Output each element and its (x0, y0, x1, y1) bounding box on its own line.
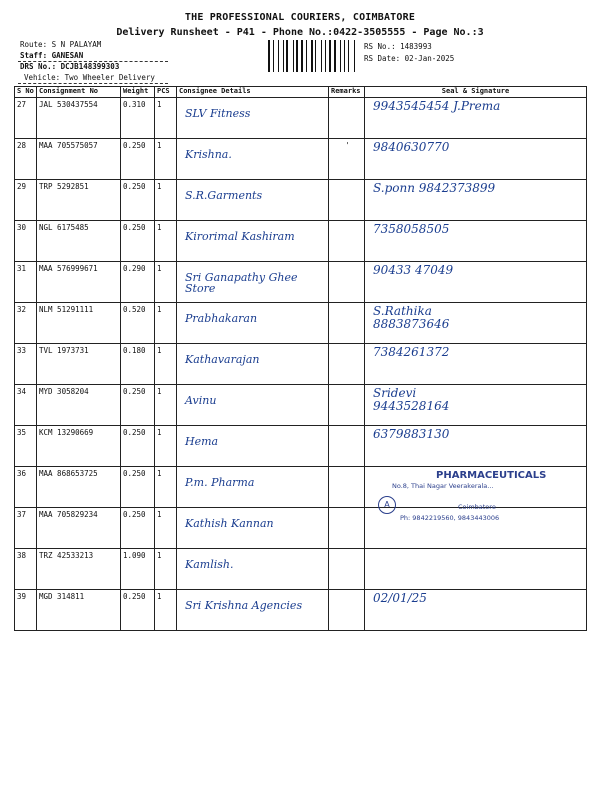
row-sno: 33 (17, 346, 27, 355)
row-remark: ' (345, 141, 350, 150)
row-signature: Sridevi (373, 386, 417, 400)
table-row (15, 180, 587, 221)
table-row (15, 221, 587, 262)
row-sno: 35 (17, 428, 27, 437)
row-consignment-no: MYD 3058204 (39, 387, 89, 396)
table-row (15, 303, 587, 344)
row-consignment-no: MAA 705575057 (39, 141, 98, 150)
column-header-remarks: Remarks (329, 87, 365, 98)
row-consignment-no: MAA 705829234 (39, 510, 98, 519)
row-consignee: Kirorimal Kashiram (185, 230, 295, 243)
row-consignee: SLV Fitness (185, 107, 251, 120)
stamp-address: No.8, Thai Nagar Veerakerala... (392, 482, 494, 490)
row-weight: 0.180 (123, 346, 146, 355)
row-pcs: 1 (157, 387, 162, 396)
row-sno: 39 (17, 592, 27, 601)
row-sno: 36 (17, 469, 27, 478)
stamp-phone: Ph: 9842219560, 9843443006 (400, 514, 500, 522)
row-consignee: Hema (185, 435, 219, 448)
row-signature: S.ponn 9842373899 (373, 181, 496, 195)
stamp-logo-icon: A (378, 496, 396, 514)
vehicle-label: Vehicle: Two Wheeler Delivery (24, 73, 155, 82)
row-sno: 29 (17, 182, 27, 191)
row-consignee: S.R.Garments (185, 189, 263, 202)
table-row (15, 262, 587, 303)
row-pcs: 1 (157, 264, 162, 273)
row-weight: 0.250 (123, 182, 146, 191)
row-consignment-no: MGD 314811 (39, 592, 85, 601)
stamp-city: Coimbatore (458, 503, 496, 511)
row-consignment-no: NGL 6175485 (39, 223, 89, 232)
row-consignee: Avinu (185, 394, 217, 407)
column-header-consignee: Consignee Details (177, 87, 329, 98)
row-pcs: 1 (157, 469, 162, 478)
stamp-name: PHARMACEUTICALS (436, 470, 547, 481)
row-sno: 34 (17, 387, 27, 396)
row-consignee: Kamlish. (185, 558, 234, 571)
row-pcs: 1 (157, 141, 162, 150)
row-consignee: Kathavarajan (185, 353, 260, 366)
row-pcs: 1 (157, 223, 162, 232)
row-signature-phone: 9443528164 (373, 399, 450, 413)
row-consignee: Krishna. (185, 148, 232, 161)
document-title: THE PROFESSIONAL COURIERS, COIMBATORE (184, 12, 416, 23)
table-header-row (15, 87, 587, 98)
staff-label: Staff: GANESAN (20, 51, 84, 60)
row-weight: 0.250 (123, 510, 146, 519)
rs-date: RS Date: 02-Jan-2025 (364, 54, 455, 63)
row-weight: 0.310 (123, 100, 146, 109)
barcode-icon (268, 40, 358, 72)
row-sno: 37 (17, 510, 27, 519)
row-weight: 0.250 (123, 469, 146, 478)
row-pcs: 1 (157, 182, 162, 191)
table-row (15, 590, 587, 631)
row-signature: 9943545454 J.Prema (373, 99, 501, 113)
column-header-pcs: PCS (155, 87, 177, 98)
row-pcs: 1 (157, 510, 162, 519)
row-consignment-no: TRP 5292851 (39, 182, 89, 191)
row-signature-phone: 9840630770 (373, 140, 450, 154)
row-consignee: Sri Krishna Agencies (185, 599, 303, 612)
row-signature-phone: 90433 47049 (373, 263, 454, 277)
divider (18, 83, 168, 84)
column-header-sno: S No (15, 87, 37, 98)
row-pcs: 1 (157, 592, 162, 601)
table-row (15, 426, 587, 467)
column-header-consignment: Consignment No (37, 87, 121, 98)
row-signature-phone: 6379883130 (373, 427, 450, 441)
row-consignment-no: MAA 576999671 (39, 264, 98, 273)
row-signature-phone: 02/01/25 (373, 591, 427, 605)
row-consignment-no: NLM 51291111 (39, 305, 94, 314)
row-consignee: Kathish Kannan (185, 517, 274, 530)
row-pcs: 1 (157, 551, 162, 560)
row-sno: 28 (17, 141, 27, 150)
table-row (15, 98, 587, 139)
row-weight: 0.250 (123, 223, 146, 232)
row-pcs: 1 (157, 305, 162, 314)
row-signature-phone: 7358058505 (373, 222, 450, 236)
row-weight: 0.250 (123, 141, 146, 150)
rs-number: RS No.: 1483993 (364, 42, 432, 51)
table-row (15, 344, 587, 385)
row-weight: 0.290 (123, 264, 146, 273)
row-consignment-no: JAL 530437554 (39, 100, 98, 109)
table-row (15, 385, 587, 426)
row-pcs: 1 (157, 346, 162, 355)
row-sno: 27 (17, 100, 27, 109)
table-row (15, 139, 587, 180)
row-consignment-no: KCM 13290669 (39, 428, 94, 437)
column-header-seal: Seal & Signature (365, 87, 587, 98)
row-consignment-no: TVL 1973731 (39, 346, 89, 355)
row-sno: 30 (17, 223, 27, 232)
column-header-weight: Weight (121, 87, 155, 98)
row-sno: 32 (17, 305, 27, 314)
row-weight: 0.520 (123, 305, 146, 314)
row-weight: 0.250 (123, 592, 146, 601)
row-pcs: 1 (157, 100, 162, 109)
row-weight: 0.250 (123, 428, 146, 437)
row-weight: 1.090 (123, 551, 146, 560)
row-signature-phone: 7384261372 (373, 345, 450, 359)
pharmacy-stamp (378, 470, 568, 534)
row-consignee: P.m. Pharma (185, 476, 255, 489)
row-consignee: Prabhakaran (185, 312, 258, 325)
row-pcs: 1 (157, 428, 162, 437)
row-weight: 0.250 (123, 387, 146, 396)
row-consignee: Sri Ganapathy Ghee Store (185, 271, 298, 295)
route-label: Route: S N PALAYAM (20, 40, 102, 49)
document-subtitle: Delivery Runsheet - P41 - Phone No.:0422-3505555 - Page No.:3 (116, 27, 484, 38)
row-signature-phone: 8883873646 (373, 317, 450, 331)
row-consignment-no: TRZ 42533213 (39, 551, 94, 560)
row-sno: 38 (17, 551, 27, 560)
table-row (15, 549, 587, 590)
delivery-table (14, 86, 587, 631)
row-consignment-no: MAA 868653725 (39, 469, 98, 478)
drs-number: DRS No.: DCJB148399303 (20, 62, 120, 71)
row-sno: 31 (17, 264, 27, 273)
row-signature: S.Rathika (373, 304, 432, 318)
